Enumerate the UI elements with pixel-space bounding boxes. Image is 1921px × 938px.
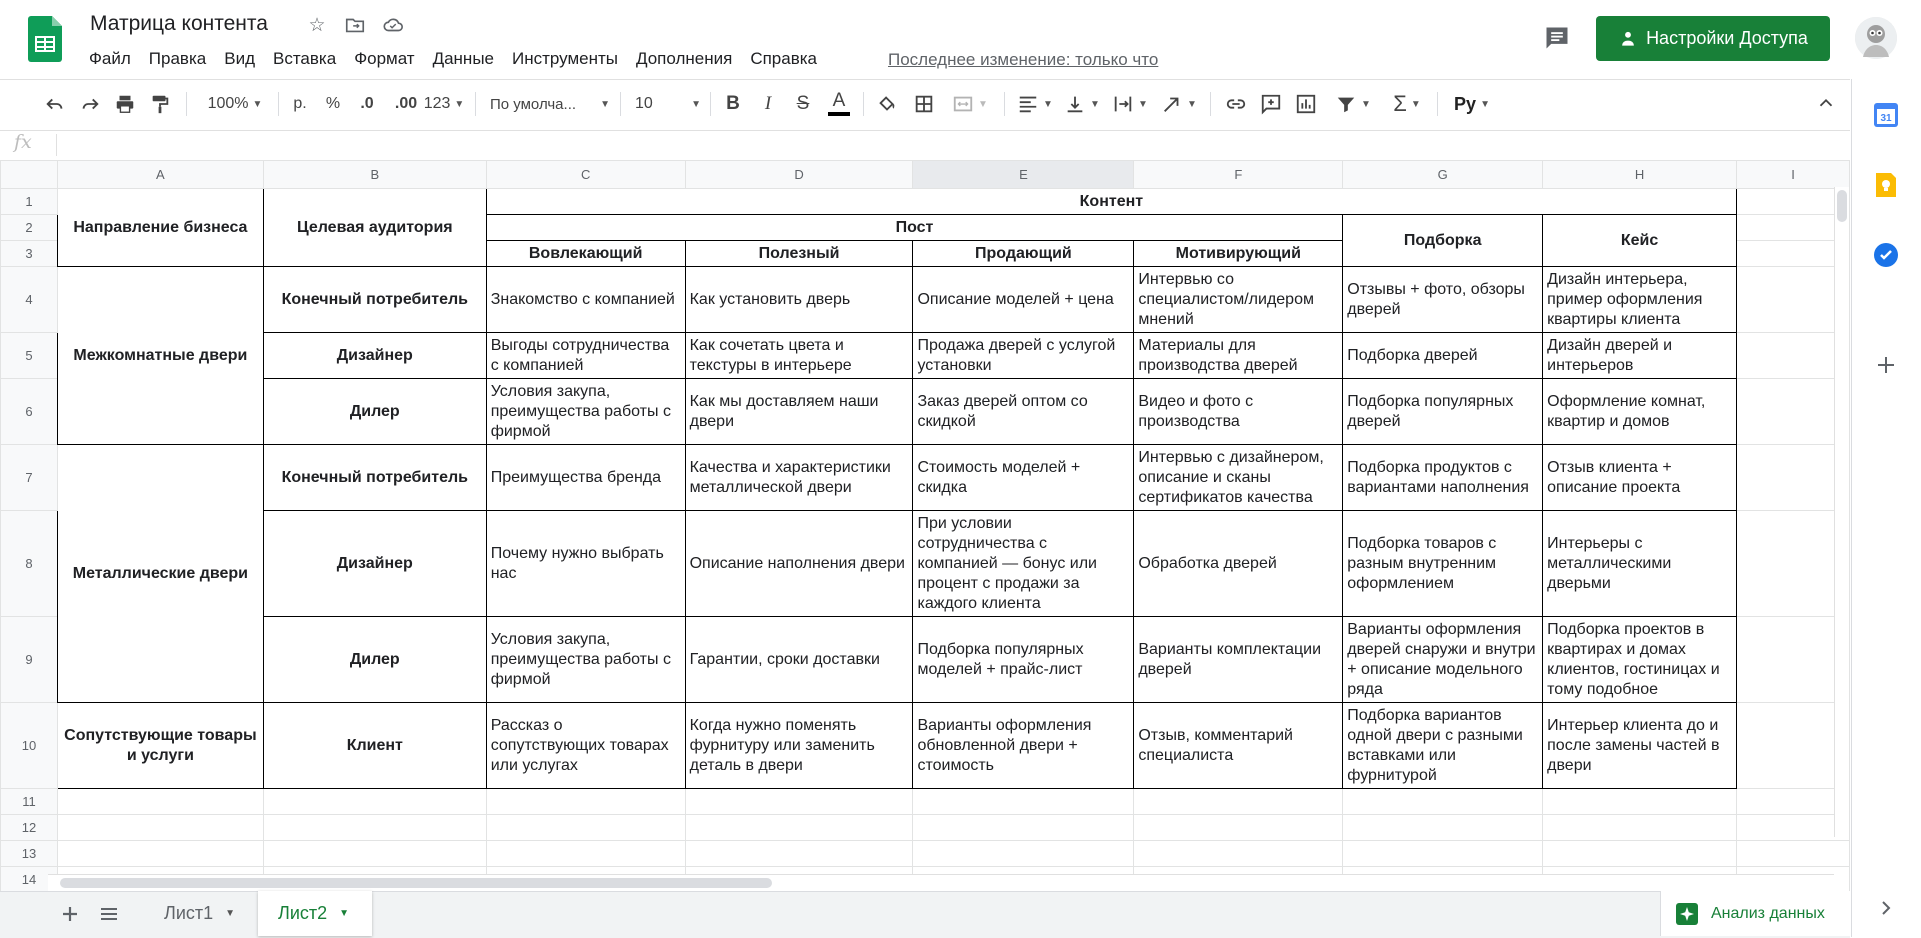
content-cell[interactable]: Продажа дверей с услугой установки (913, 333, 1134, 379)
content-cell[interactable]: Интервью со специалистом/лидером мнений (1134, 267, 1343, 333)
font-family-select[interactable] (490, 87, 610, 121)
more-formats-button[interactable] (422, 87, 466, 121)
cell[interactable] (1343, 815, 1543, 841)
content-cell[interactable]: Подборка товаров с разным внутренним оформлением (1343, 511, 1543, 617)
formula-divider (56, 134, 57, 156)
cell[interactable] (57, 841, 263, 867)
insert-link-icon[interactable] (1222, 87, 1250, 121)
caret-down-icon: ▼ (978, 98, 988, 110)
row-header[interactable]: 6 (1, 379, 58, 445)
row-header[interactable]: 3 (1, 241, 58, 267)
content-cell[interactable]: Отзывы + фото, обзоры дверей (1343, 267, 1543, 333)
menu-insert[interactable]: Вставка (273, 49, 337, 68)
font-size-select[interactable] (635, 87, 701, 121)
audience-cell[interactable]: Конечный потребитель (263, 267, 486, 333)
row-header[interactable]: 12 (1, 815, 58, 841)
menu-tools[interactable]: Инструменты (512, 49, 619, 68)
cell[interactable] (1737, 511, 1850, 617)
spreadsheet-grid[interactable] (0, 160, 1850, 887)
menu-addons[interactable]: Дополнения (636, 49, 733, 68)
insert-chart-icon[interactable] (1292, 87, 1320, 121)
keep-icon[interactable] (1871, 170, 1901, 200)
cell[interactable] (685, 841, 913, 867)
column-header[interactable]: E (913, 161, 1134, 189)
lock-person-icon (1618, 29, 1638, 49)
undo-icon[interactable] (40, 87, 70, 121)
cell[interactable] (57, 815, 263, 841)
merge-cells-icon[interactable] (945, 87, 995, 121)
toolbar-divider (620, 92, 621, 116)
calendar-icon[interactable] (1871, 100, 1901, 130)
cell[interactable] (263, 789, 486, 815)
caret-down-icon: ▼ (1361, 98, 1371, 110)
toolbar-divider (278, 92, 279, 116)
row-header[interactable]: 11 (1, 789, 58, 815)
horizontal-scroll-thumb[interactable] (60, 878, 772, 888)
strikethrough-button[interactable]: S (796, 93, 810, 114)
toolbar-divider (1004, 92, 1005, 116)
input-tools-button[interactable] (1447, 87, 1497, 121)
sigma-glyph: Σ (1393, 91, 1407, 116)
borders-icon[interactable] (910, 87, 938, 121)
expand-panel-icon[interactable] (1871, 893, 1901, 923)
cell[interactable] (685, 789, 913, 815)
sheet-table[interactable] (0, 160, 1850, 893)
group-metal-doors-cell[interactable]: Металлические двери (57, 445, 263, 703)
input-tools-label: Ру (1454, 93, 1477, 114)
cell[interactable] (1737, 189, 1850, 215)
content-cell[interactable]: Почему нужно выбрать нас (486, 511, 685, 617)
caret-down-icon: ▼ (225, 908, 236, 919)
content-cell[interactable]: Как сочетать цвета и текстуры в интерьере (685, 333, 913, 379)
menu-edit[interactable]: Правка (148, 49, 207, 68)
audience-cell[interactable]: Дилер (263, 379, 486, 445)
row-header[interactable]: 14 (1, 867, 58, 893)
fill-color-icon[interactable] (873, 87, 901, 121)
text-color-button[interactable] (825, 87, 853, 121)
column-header[interactable]: A (57, 161, 263, 189)
cell[interactable] (1737, 815, 1850, 841)
increase-decimal-button[interactable]: .00 (394, 95, 418, 112)
cell[interactable] (263, 841, 486, 867)
header-content-cell[interactable]: Контент (486, 189, 1736, 215)
text-color-letter: A (832, 90, 846, 111)
content-cell[interactable]: Подборка популярных дверей (1343, 379, 1543, 445)
percent-format-button[interactable]: % (325, 95, 341, 112)
cell[interactable] (1134, 815, 1343, 841)
toolbar-divider (475, 92, 476, 116)
cell[interactable] (913, 815, 1134, 841)
content-cell[interactable]: Дизайн интерьера, пример оформления квартиры клиента (1543, 267, 1737, 333)
content-cell[interactable]: Оформление комнат, квартир и домов (1543, 379, 1737, 445)
content-cell[interactable]: Подборка дверей (1343, 333, 1543, 379)
column-header[interactable]: C (486, 161, 685, 189)
content-cell[interactable]: Отзыв клиента + описание проекта (1543, 445, 1737, 511)
content-cell[interactable]: Знакомство с компанией (486, 267, 685, 333)
cloud-status-icon[interactable] (381, 14, 405, 38)
toolbar-divider (186, 92, 187, 116)
content-cell[interactable]: Подборка проектов в квартирах и домах клиентов, гостиницах и тому подобное (1543, 617, 1737, 703)
content-cell[interactable]: Отзыв, комментарий специалиста (1134, 703, 1343, 789)
header-useful-cell[interactable]: Полезный (685, 241, 913, 267)
content-cell[interactable]: Подборка вариантов одной двери с разными вставками или фурнитурой (1343, 703, 1543, 789)
content-cell[interactable]: Видео и фото с производства (1134, 379, 1343, 445)
content-cell[interactable]: Описание наполнения двери (685, 511, 913, 617)
caret-down-icon: ▼ (339, 908, 350, 919)
print-icon[interactable] (110, 87, 140, 121)
content-cell[interactable]: Как мы доставляем наши двери (685, 379, 913, 445)
content-cell[interactable]: Материалы для производства дверей (1134, 333, 1343, 379)
cell[interactable] (1134, 789, 1343, 815)
caret-down-icon: ▼ (600, 98, 610, 110)
audience-cell[interactable]: Клиент (263, 703, 486, 789)
audience-cell[interactable]: Дизайнер (263, 333, 486, 379)
header-selection-cell[interactable]: Подборка (1343, 215, 1543, 267)
audience-cell[interactable]: Дилер (263, 617, 486, 703)
zoom-select[interactable] (200, 87, 270, 121)
column-header[interactable]: H (1543, 161, 1737, 189)
italic-button[interactable]: I (764, 93, 772, 114)
row-header[interactable]: 9 (1, 617, 58, 703)
header-engaging-cell[interactable]: Вовлекающий (486, 241, 685, 267)
cell[interactable] (1737, 379, 1850, 445)
vertical-scroll-thumb[interactable] (1837, 190, 1847, 222)
content-cell[interactable]: Интервью с дизайнером, описание и сканы сертификатов качества (1134, 445, 1343, 511)
content-cell[interactable]: Интерьеры с металлическими дверьми (1543, 511, 1737, 617)
caret-down-icon: ▼ (252, 98, 263, 110)
fx-icon: fx (14, 131, 32, 153)
content-cell[interactable]: Варианты комплектации дверей (1134, 617, 1343, 703)
row-header[interactable]: 5 (1, 333, 58, 379)
menu-file[interactable]: Файл (89, 49, 131, 68)
cell[interactable] (1543, 841, 1737, 867)
column-header[interactable]: D (685, 161, 913, 189)
content-cell[interactable]: Условия закупа, преимущества работы с фирмой (486, 379, 685, 445)
cell[interactable] (1737, 267, 1850, 333)
sheets-logo-icon[interactable] (28, 16, 62, 62)
content-cell[interactable]: Подборка продуктов с вариантами наполнения (1343, 445, 1543, 511)
header-post-cell[interactable]: Пост (486, 215, 1343, 241)
vertical-scrollbar[interactable] (1834, 187, 1849, 837)
header-motivating-cell[interactable]: Мотивирующий (1134, 241, 1343, 267)
caret-down-icon: ▼ (1138, 98, 1148, 110)
caret-down-icon: ▼ (1187, 98, 1197, 110)
cell[interactable] (1737, 333, 1850, 379)
svg-text:31: 31 (1880, 113, 1892, 124)
cell[interactable] (57, 789, 263, 815)
cell[interactable] (486, 789, 685, 815)
menu-data[interactable]: Данные (432, 49, 494, 68)
tasks-icon[interactable] (1871, 240, 1901, 270)
header-selling-cell[interactable]: Продающий (913, 241, 1134, 267)
content-cell[interactable]: Подборка популярных моделей + прайс-лист (913, 617, 1134, 703)
comments-icon[interactable] (1543, 24, 1571, 52)
cell[interactable] (263, 815, 486, 841)
content-cell[interactable]: Стоимость моделей + скидка (913, 445, 1134, 511)
decrease-decimal-button[interactable]: .0 (360, 95, 374, 112)
star-icon[interactable]: ☆ (308, 15, 326, 36)
cell[interactable] (1737, 445, 1850, 511)
text-wrap-icon[interactable] (1110, 87, 1150, 121)
sheet-tab-1[interactable] (150, 891, 256, 936)
row-header[interactable]: 1 (1, 189, 58, 215)
insert-comment-icon[interactable] (1257, 87, 1285, 121)
cell[interactable] (1737, 241, 1850, 267)
cell[interactable] (1543, 815, 1737, 841)
header-case-cell[interactable]: Кейс (1543, 215, 1737, 267)
cell[interactable] (1343, 789, 1543, 815)
move-folder-icon[interactable] (343, 14, 367, 38)
toolbar-divider (863, 92, 864, 116)
sheet-tab-label: Лист1 (164, 903, 214, 923)
content-cell[interactable]: Рассказ о сопутствующих товарах или услугах (486, 703, 685, 789)
audience-cell[interactable]: Дизайнер (263, 511, 486, 617)
group-interior-doors-cell[interactable]: Межкомнатные двери (57, 267, 263, 445)
formula-bar[interactable] (0, 130, 1850, 161)
explore-icon (1675, 902, 1699, 926)
menu-format[interactable]: Формат (354, 49, 415, 68)
content-cell[interactable]: Качества и характеристики металлической двери (685, 445, 913, 511)
row-header[interactable]: 8 (1, 511, 58, 617)
paint-format-icon[interactable] (145, 87, 175, 121)
column-header[interactable]: I (1737, 161, 1850, 189)
cell[interactable] (1737, 215, 1850, 241)
font-family-value: По умолча... (490, 95, 577, 113)
explore-label: Анализ данных (1711, 904, 1825, 922)
content-cell[interactable]: Условия закупа, преимущества работы с фирмой (486, 617, 685, 703)
column-header[interactable]: G (1343, 161, 1543, 189)
bold-button[interactable]: B (726, 93, 740, 114)
content-cell[interactable]: Преимущества бренда (486, 445, 685, 511)
vertical-align-icon[interactable] (1062, 87, 1102, 121)
currency-format-button[interactable]: р. (293, 95, 307, 112)
header-business-cell[interactable]: Направление бизнеса (57, 189, 263, 267)
corner-cell[interactable] (1, 161, 58, 189)
content-cell[interactable]: Как установить дверь (685, 267, 913, 333)
explore-button[interactable] (1660, 891, 1850, 936)
cell[interactable] (486, 841, 685, 867)
text-color-bar (828, 112, 850, 116)
caret-down-icon: ▼ (454, 98, 465, 110)
content-cell[interactable]: Когда нужно поменять фурнитуру или заменить деталь в двери (685, 703, 913, 789)
side-panel (1851, 79, 1921, 937)
content-cell[interactable]: Варианты оформления дверей снаружи и внутри + описание модельного ряда (1343, 617, 1543, 703)
cell[interactable] (913, 841, 1134, 867)
document-title[interactable]: Матрица контента (90, 12, 268, 35)
share-button[interactable] (1596, 16, 1830, 61)
toolbar-divider (1437, 92, 1438, 116)
caret-down-icon: ▼ (1090, 98, 1100, 110)
more-formats-label: 123 (423, 95, 451, 112)
sheet-tab-2[interactable] (258, 891, 372, 936)
cell[interactable] (1543, 789, 1737, 815)
content-cell[interactable]: Гарантии, сроки доставки (685, 617, 913, 703)
cell[interactable] (1737, 617, 1850, 703)
column-header[interactable]: B (263, 161, 486, 189)
menu-help[interactable]: Справка (750, 49, 818, 68)
content-cell[interactable]: Заказ дверей оптом со скидкой (913, 379, 1134, 445)
redo-icon[interactable] (75, 87, 105, 121)
content-cell[interactable]: При условии сотрудничества с компанией — бонус или процент с продажи за каждого клиента (913, 511, 1134, 617)
menu-view[interactable]: Вид (224, 49, 255, 68)
content-cell[interactable]: Описание моделей + цена (913, 267, 1134, 333)
filter-icon[interactable] (1328, 87, 1378, 121)
font-size-value: 10 (635, 95, 653, 112)
row-header[interactable]: 7 (1, 445, 58, 511)
cell[interactable] (1737, 789, 1850, 815)
toolbar-divider (1210, 92, 1211, 116)
content-cell[interactable]: Дизайн дверей и интерьеров (1543, 333, 1737, 379)
cell[interactable] (1737, 841, 1850, 867)
cell[interactable] (1134, 841, 1343, 867)
content-cell[interactable]: Варианты оформления обновленной двери + стоимость (913, 703, 1134, 789)
content-cell[interactable]: Обработка дверей (1134, 511, 1343, 617)
all-sheets-icon[interactable] (97, 902, 121, 926)
content-cell[interactable]: Выгоды сотрудничества с компанией (486, 333, 685, 379)
toolbar-divider (710, 92, 711, 116)
caret-down-icon: ▼ (1480, 98, 1490, 110)
cell[interactable] (913, 789, 1134, 815)
horizontal-align-icon[interactable] (1015, 87, 1055, 121)
column-header[interactable]: F (1134, 161, 1343, 189)
cell[interactable] (486, 815, 685, 841)
zoom-value: 100% (207, 95, 249, 112)
header-audience-cell[interactable]: Целевая аудитория (263, 189, 486, 267)
share-button-label: Настройки Доступа (1646, 28, 1808, 48)
get-addons-icon[interactable] (1871, 350, 1901, 380)
collapse-menu-icon[interactable] (1815, 92, 1837, 120)
caret-down-icon: ▼ (1410, 98, 1421, 110)
text-rotation-icon[interactable] (1158, 87, 1200, 121)
add-sheet-icon[interactable] (58, 902, 82, 926)
audience-cell[interactable]: Конечный потребитель (263, 445, 486, 511)
sheet-tab-label: Лист2 (278, 903, 328, 923)
last-edit-link[interactable]: Последнее изменение: только что (888, 50, 1159, 69)
functions-icon[interactable] (1385, 87, 1429, 121)
cell[interactable] (1737, 703, 1850, 789)
row-header[interactable]: 10 (1, 703, 58, 789)
row-header[interactable]: 13 (1, 841, 58, 867)
cell[interactable] (685, 815, 913, 841)
content-cell[interactable]: Интерьер клиента до и после замены частей в двери (1543, 703, 1737, 789)
menu-bar (89, 49, 835, 71)
row-header[interactable]: 2 (1, 215, 58, 241)
group-accessories-cell[interactable]: Сопутствующие товары и услуги (57, 703, 263, 789)
cell[interactable] (1343, 841, 1543, 867)
avatar[interactable] (1855, 17, 1897, 59)
caret-down-icon: ▼ (691, 98, 701, 110)
caret-down-icon: ▼ (1043, 98, 1053, 110)
row-header[interactable]: 4 (1, 267, 58, 333)
